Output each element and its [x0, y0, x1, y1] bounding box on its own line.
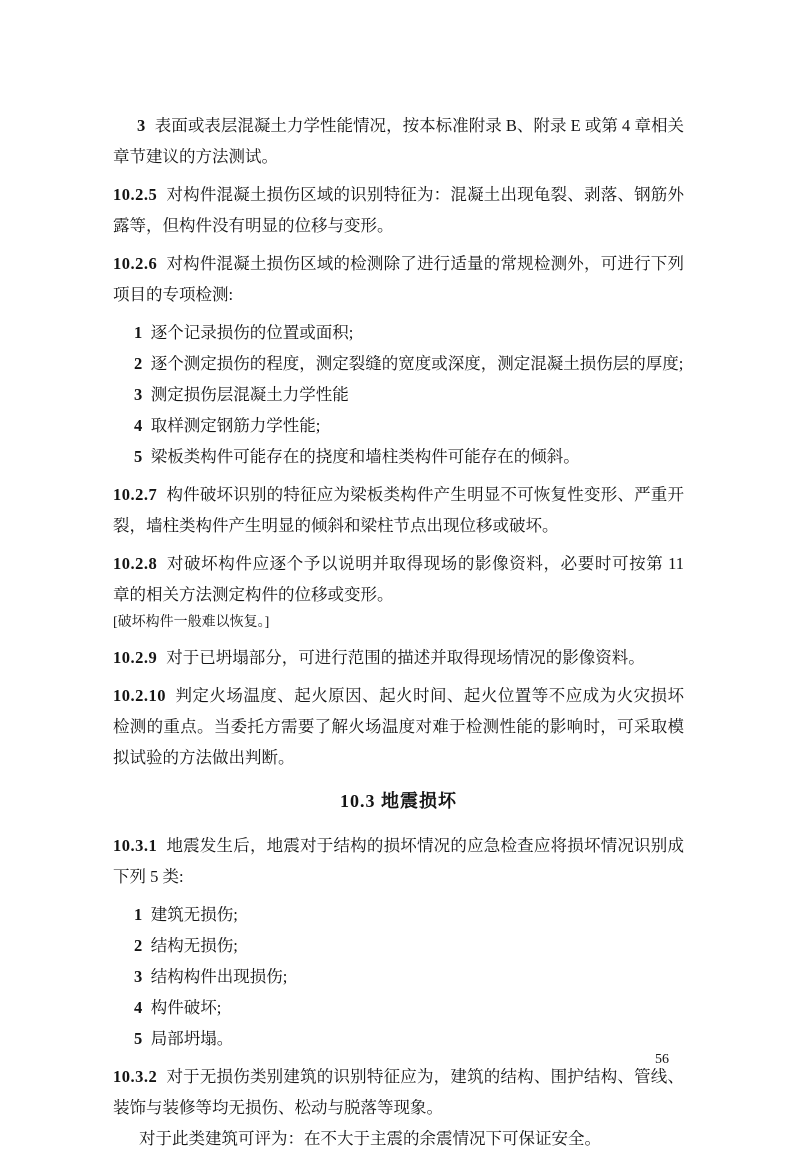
list-item — [113, 410, 684, 441]
item-text: 测定损伤层混凝土力学性能 — [150, 385, 349, 404]
clause-number: 10.2.5 — [113, 185, 158, 204]
clause-paragraph — [113, 479, 684, 541]
clause-text: 对破坏构件应逐个予以说明并取得现场的影像资料，必要时可按第 11 章的相关方法测定构件的位移或变形。 — [113, 554, 684, 604]
clause-paragraph — [113, 248, 684, 310]
list-item — [113, 317, 684, 348]
item-text: 逐个测定损伤的程度，测定裂缝的宽度或深度，测定混凝土损伤层的厚度; — [150, 354, 684, 373]
clause-paragraph — [113, 1061, 684, 1123]
list-item — [113, 1023, 684, 1054]
list-item — [113, 348, 684, 379]
clause-text: 对于已坍塌部分，可进行范围的描述并取得现场情况的影像资料。 — [166, 648, 645, 667]
page-content — [113, 110, 684, 1154]
paragraph: 对于此类建筑可评为：在不大于主震的余震情况下可保证安全。 — [139, 1129, 601, 1148]
item-number: 2 — [134, 936, 143, 955]
clause-number: 10.2.7 — [113, 485, 158, 504]
clause-number: 10.3.1 — [113, 836, 158, 855]
item-text: 梁板类构件可能存在的挠度和墙柱类构件可能存在的倾斜。 — [150, 447, 580, 466]
item-number: 4 — [134, 416, 143, 435]
list-item — [113, 899, 684, 930]
item-text: 表面或表层混凝土力学性能情况，按本标准附录 B、附录 E 或第 4 章相关章节建议的方法测试。 — [113, 116, 684, 166]
clause-text: 对构件混凝土损伤区域的识别特征为：混凝土出现龟裂、剥落、钢筋外露等，但构件没有明显的位移与变形。 — [113, 185, 684, 235]
list-item — [113, 110, 684, 172]
clause-number: 10.2.9 — [113, 648, 158, 667]
item-text: 逐个记录损伤的位置或面积; — [150, 323, 354, 342]
item-text: 取样测定钢筋力学性能; — [150, 416, 321, 435]
list-item — [113, 961, 684, 992]
section-heading: 10.3 地震损坏 — [340, 791, 457, 811]
item-number: 3 — [134, 967, 143, 986]
item-number: 3 — [137, 116, 146, 135]
clause-number: 10.3.2 — [113, 1067, 158, 1086]
item-number: 3 — [134, 385, 143, 404]
editorial-note: [破坏构件一般难以恢复。] — [113, 615, 270, 630]
clause-text: 构件破坏识别的特征应为梁板类构件产生明显不可恢复性变形、严重开裂，墙柱类构件产生明显的倾斜和梁柱节点出现位移或破坏。 — [113, 485, 684, 535]
item-number: 1 — [134, 905, 143, 924]
item-number: 5 — [134, 1029, 143, 1048]
clause-paragraph — [113, 642, 684, 673]
list-item — [113, 441, 684, 472]
clause-text: 对构件混凝土损伤区域的检测除了进行适量的常规检测外，可进行下列项目的专项检测: — [113, 254, 684, 304]
clause-number: 10.2.10 — [113, 686, 166, 705]
clause-number: 10.2.6 — [113, 254, 158, 273]
item-text: 构件破坏; — [150, 998, 222, 1017]
item-number: 5 — [134, 447, 143, 466]
list-item — [113, 992, 684, 1023]
page-number: 56 — [655, 1052, 669, 1067]
clause-number: 10.2.8 — [113, 554, 158, 573]
list-item — [113, 930, 684, 961]
clause-paragraph — [113, 680, 684, 773]
item-text: 建筑无损伤; — [150, 905, 238, 924]
list-item — [113, 379, 684, 410]
item-text: 结构构件出现损伤; — [150, 967, 288, 986]
item-text: 结构无损伤; — [150, 936, 238, 955]
clause-paragraph — [113, 830, 684, 892]
item-number: 2 — [134, 354, 143, 373]
item-number: 1 — [134, 323, 143, 342]
clause-text: 地震发生后，地震对于结构的损坏情况的应急检查应将损坏情况识别成下列 5 类: — [113, 836, 684, 886]
item-number: 4 — [134, 998, 143, 1017]
clause-text: 对于无损伤类别建筑的识别特征应为，建筑的结构、围护结构、管线、装饰与装修等均无损伤、松动与脱落等现象。 — [113, 1067, 684, 1117]
clause-paragraph — [113, 179, 684, 241]
item-text: 局部坍塌。 — [150, 1029, 234, 1048]
clause-paragraph — [113, 548, 684, 610]
clause-text: 判定火场温度、起火原因、起火时间、起火位置等不应成为火灾损坏检测的重点。当委托方需要了解火场温度对难于检测性能的影响时，可采取模拟试验的方法做出判断。 — [113, 686, 684, 767]
